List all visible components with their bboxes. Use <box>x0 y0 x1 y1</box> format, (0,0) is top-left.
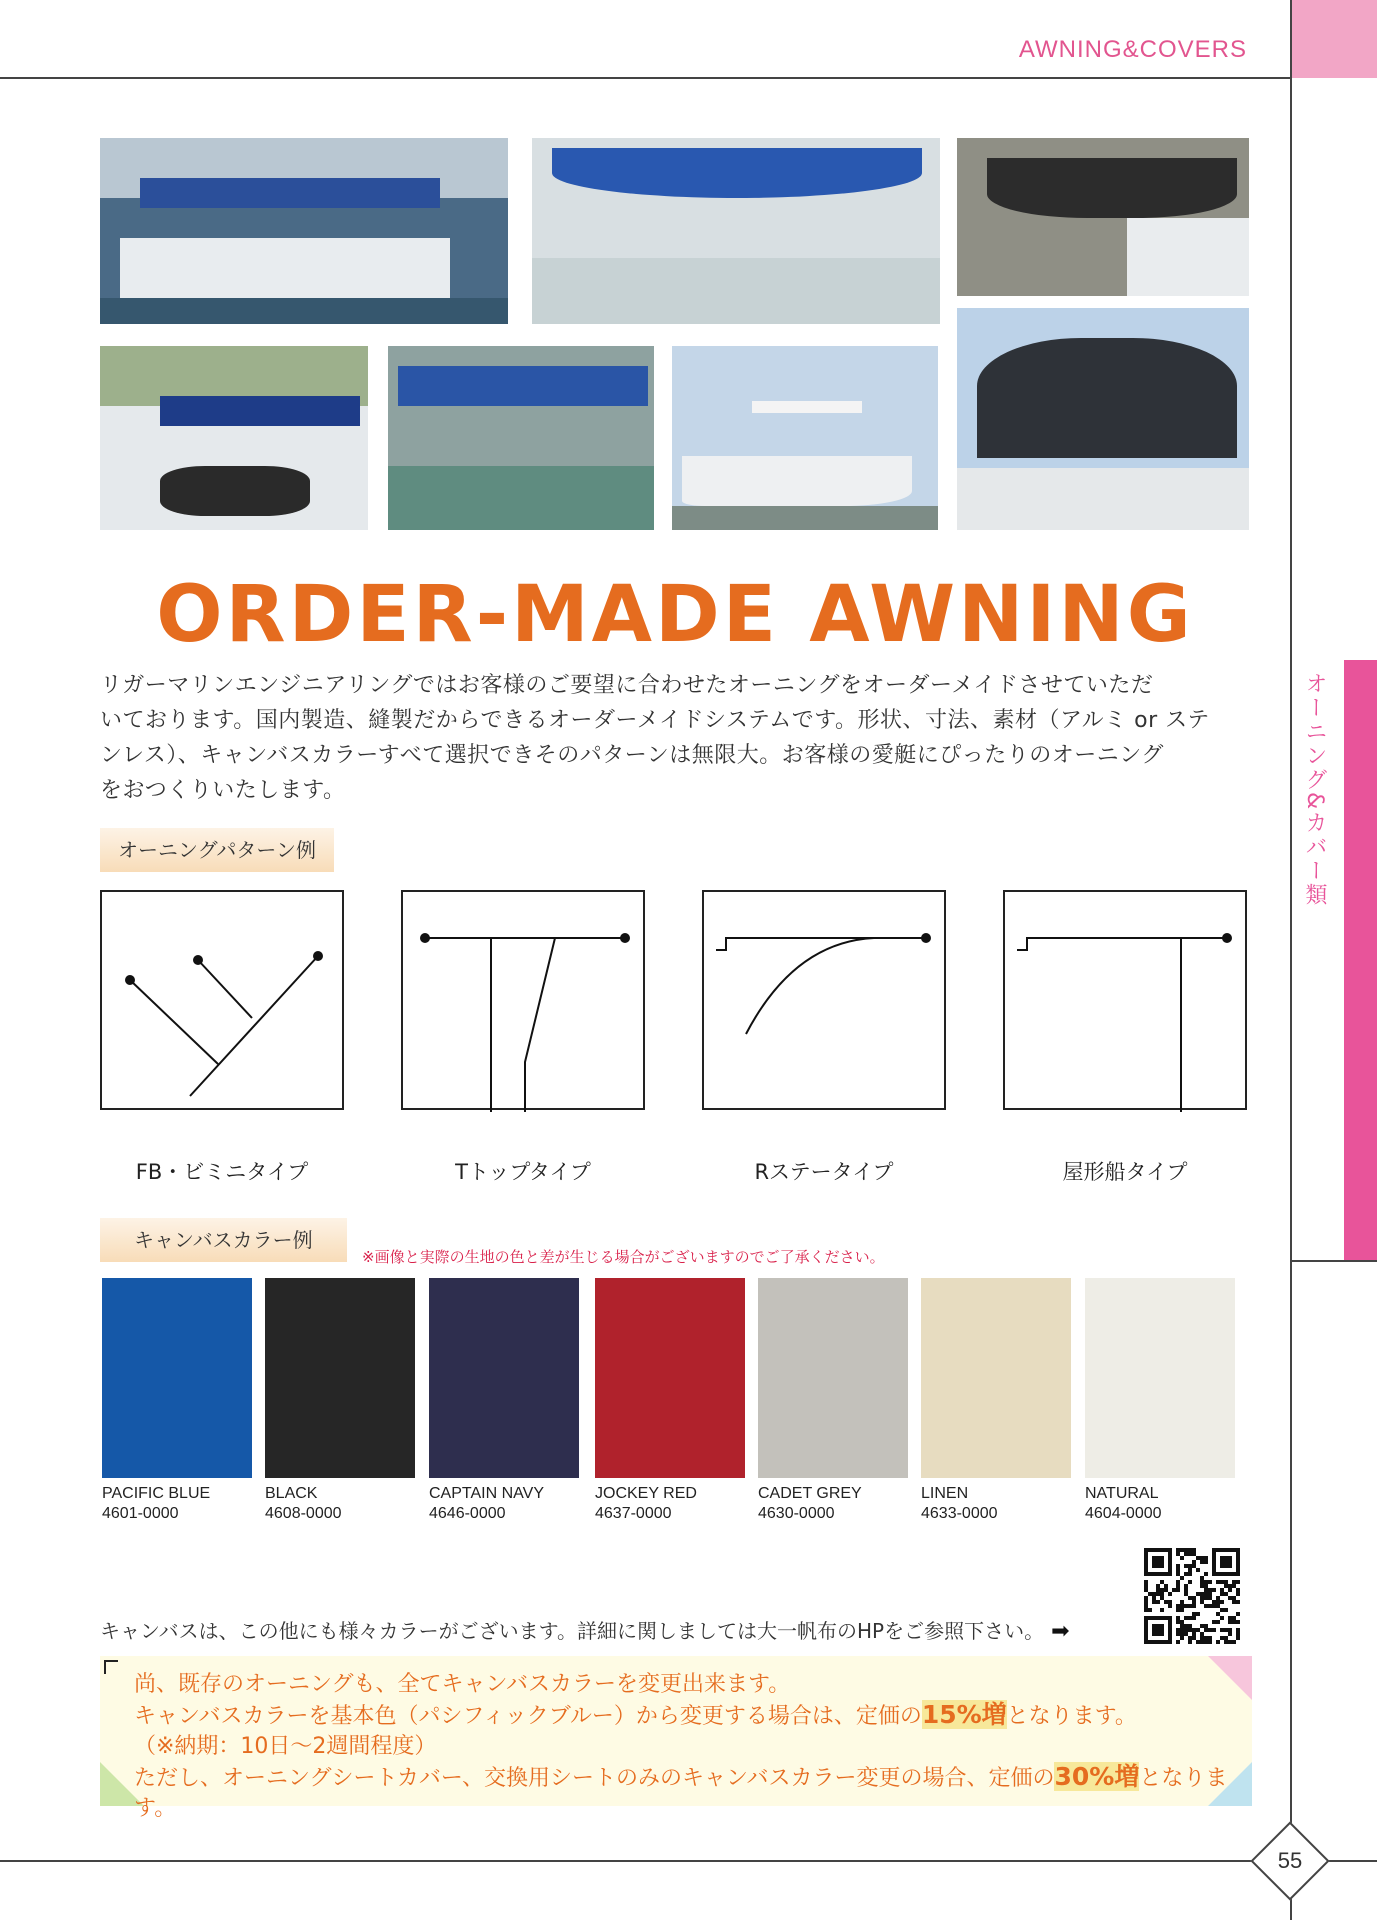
swatch-label: LINEN 4633-0000 <box>921 1485 998 1522</box>
awning-photo-2 <box>532 138 940 324</box>
color-swatch <box>1085 1278 1235 1478</box>
pattern-label: Rステータイプ <box>754 1160 894 1184</box>
swatch-label: CADET GREY 4630-0000 <box>758 1485 862 1522</box>
pattern-section-label: オーニングパターン例 <box>100 828 334 872</box>
side-index-label: オーニング&カバー類 <box>1302 672 1327 908</box>
swatch-label: NATURAL 4604-0000 <box>1085 1485 1162 1522</box>
color-swatch <box>758 1278 908 1478</box>
pattern-r-stay <box>702 890 946 1110</box>
color-swatch <box>265 1278 415 1478</box>
color-swatch <box>921 1278 1071 1478</box>
page-number: 55 <box>1277 1848 1303 1873</box>
awning-photo-5 <box>388 346 654 530</box>
awning-photo-4 <box>100 346 368 530</box>
price-notice-box <box>100 1656 1252 1821</box>
color-swatch <box>595 1278 745 1478</box>
intro-text: リガーマリンエンジニアリングではお客様のご要望に合わせたオーニングをオーダーメイドさせていただ いております。国内製造、縫製だからできるオーダーメイドシステムです。形状、寸法、素材（アルミ or ステ ンレス）、キャンバスカラーすべて選択できそのパターンは無限大。お客様の愛艇にぴったりのオーニング をおつくりいたします。 <box>100 673 1210 803</box>
pattern-label: FB・ビミニタイプ <box>135 1160 309 1184</box>
right-margin-rule <box>1290 0 1292 1920</box>
page-title: ORDER-MADE AWNING <box>156 570 1194 660</box>
qr-code[interactable] <box>1144 1548 1240 1644</box>
pattern-fb-bimini <box>100 890 344 1110</box>
canvas-info-text: キャンバスは、この他にも様々カラーがございます。詳細に関しましては大一帆布のHPをご参照下さい。 ➡ <box>100 1619 1070 1644</box>
awning-photo-3 <box>957 138 1249 296</box>
section-title: AWNING&COVERS <box>1018 36 1247 63</box>
color-section-label: キャンバスカラー例 <box>100 1218 347 1262</box>
color-swatch <box>102 1278 252 1478</box>
pattern-label: 屋形船タイプ <box>1062 1160 1188 1184</box>
pattern-t-top <box>401 890 645 1110</box>
header-rule <box>0 77 1290 79</box>
color-disclaimer: ※画像と実際の生地の色と差が生じる場合がございますのでご了承ください。 <box>362 1248 885 1266</box>
price-notice-text: 尚、既存のオーニングも、全てキャンバスカラーを変更出来ます。 キャンバスカラーを基本色（パシフィックブルー）から変更する場合は、定価の15%増となります。 （※納期：10日～2週間程度） ただし、オーニングシートカバー、交換用シートのみのキャンバスカラー変更の場合、定価の30%増となります。 <box>134 1672 1228 1821</box>
swatch-label: JOCKEY RED 4637-0000 <box>595 1485 697 1522</box>
side-index-tab[interactable] <box>1344 660 1377 1260</box>
awning-photo-1 <box>100 138 508 324</box>
awning-photo-7 <box>957 308 1249 530</box>
swatch-label: CAPTAIN NAVY 4646-0000 <box>429 1485 544 1522</box>
pattern-yakatabune <box>1003 890 1247 1110</box>
footer-rule <box>0 1860 1377 1862</box>
side-tab-rule <box>1292 1260 1377 1262</box>
pattern-label: Tトップタイプ <box>455 1160 591 1184</box>
swatch-label: BLACK 4608-0000 <box>265 1485 342 1522</box>
awning-photo-6 <box>672 346 938 530</box>
arrow-right-icon: ➡ <box>1044 1619 1070 1644</box>
header-pink-tab <box>1292 0 1377 78</box>
color-swatch <box>429 1278 579 1478</box>
swatch-label: PACIFIC BLUE 4601-0000 <box>102 1485 211 1522</box>
